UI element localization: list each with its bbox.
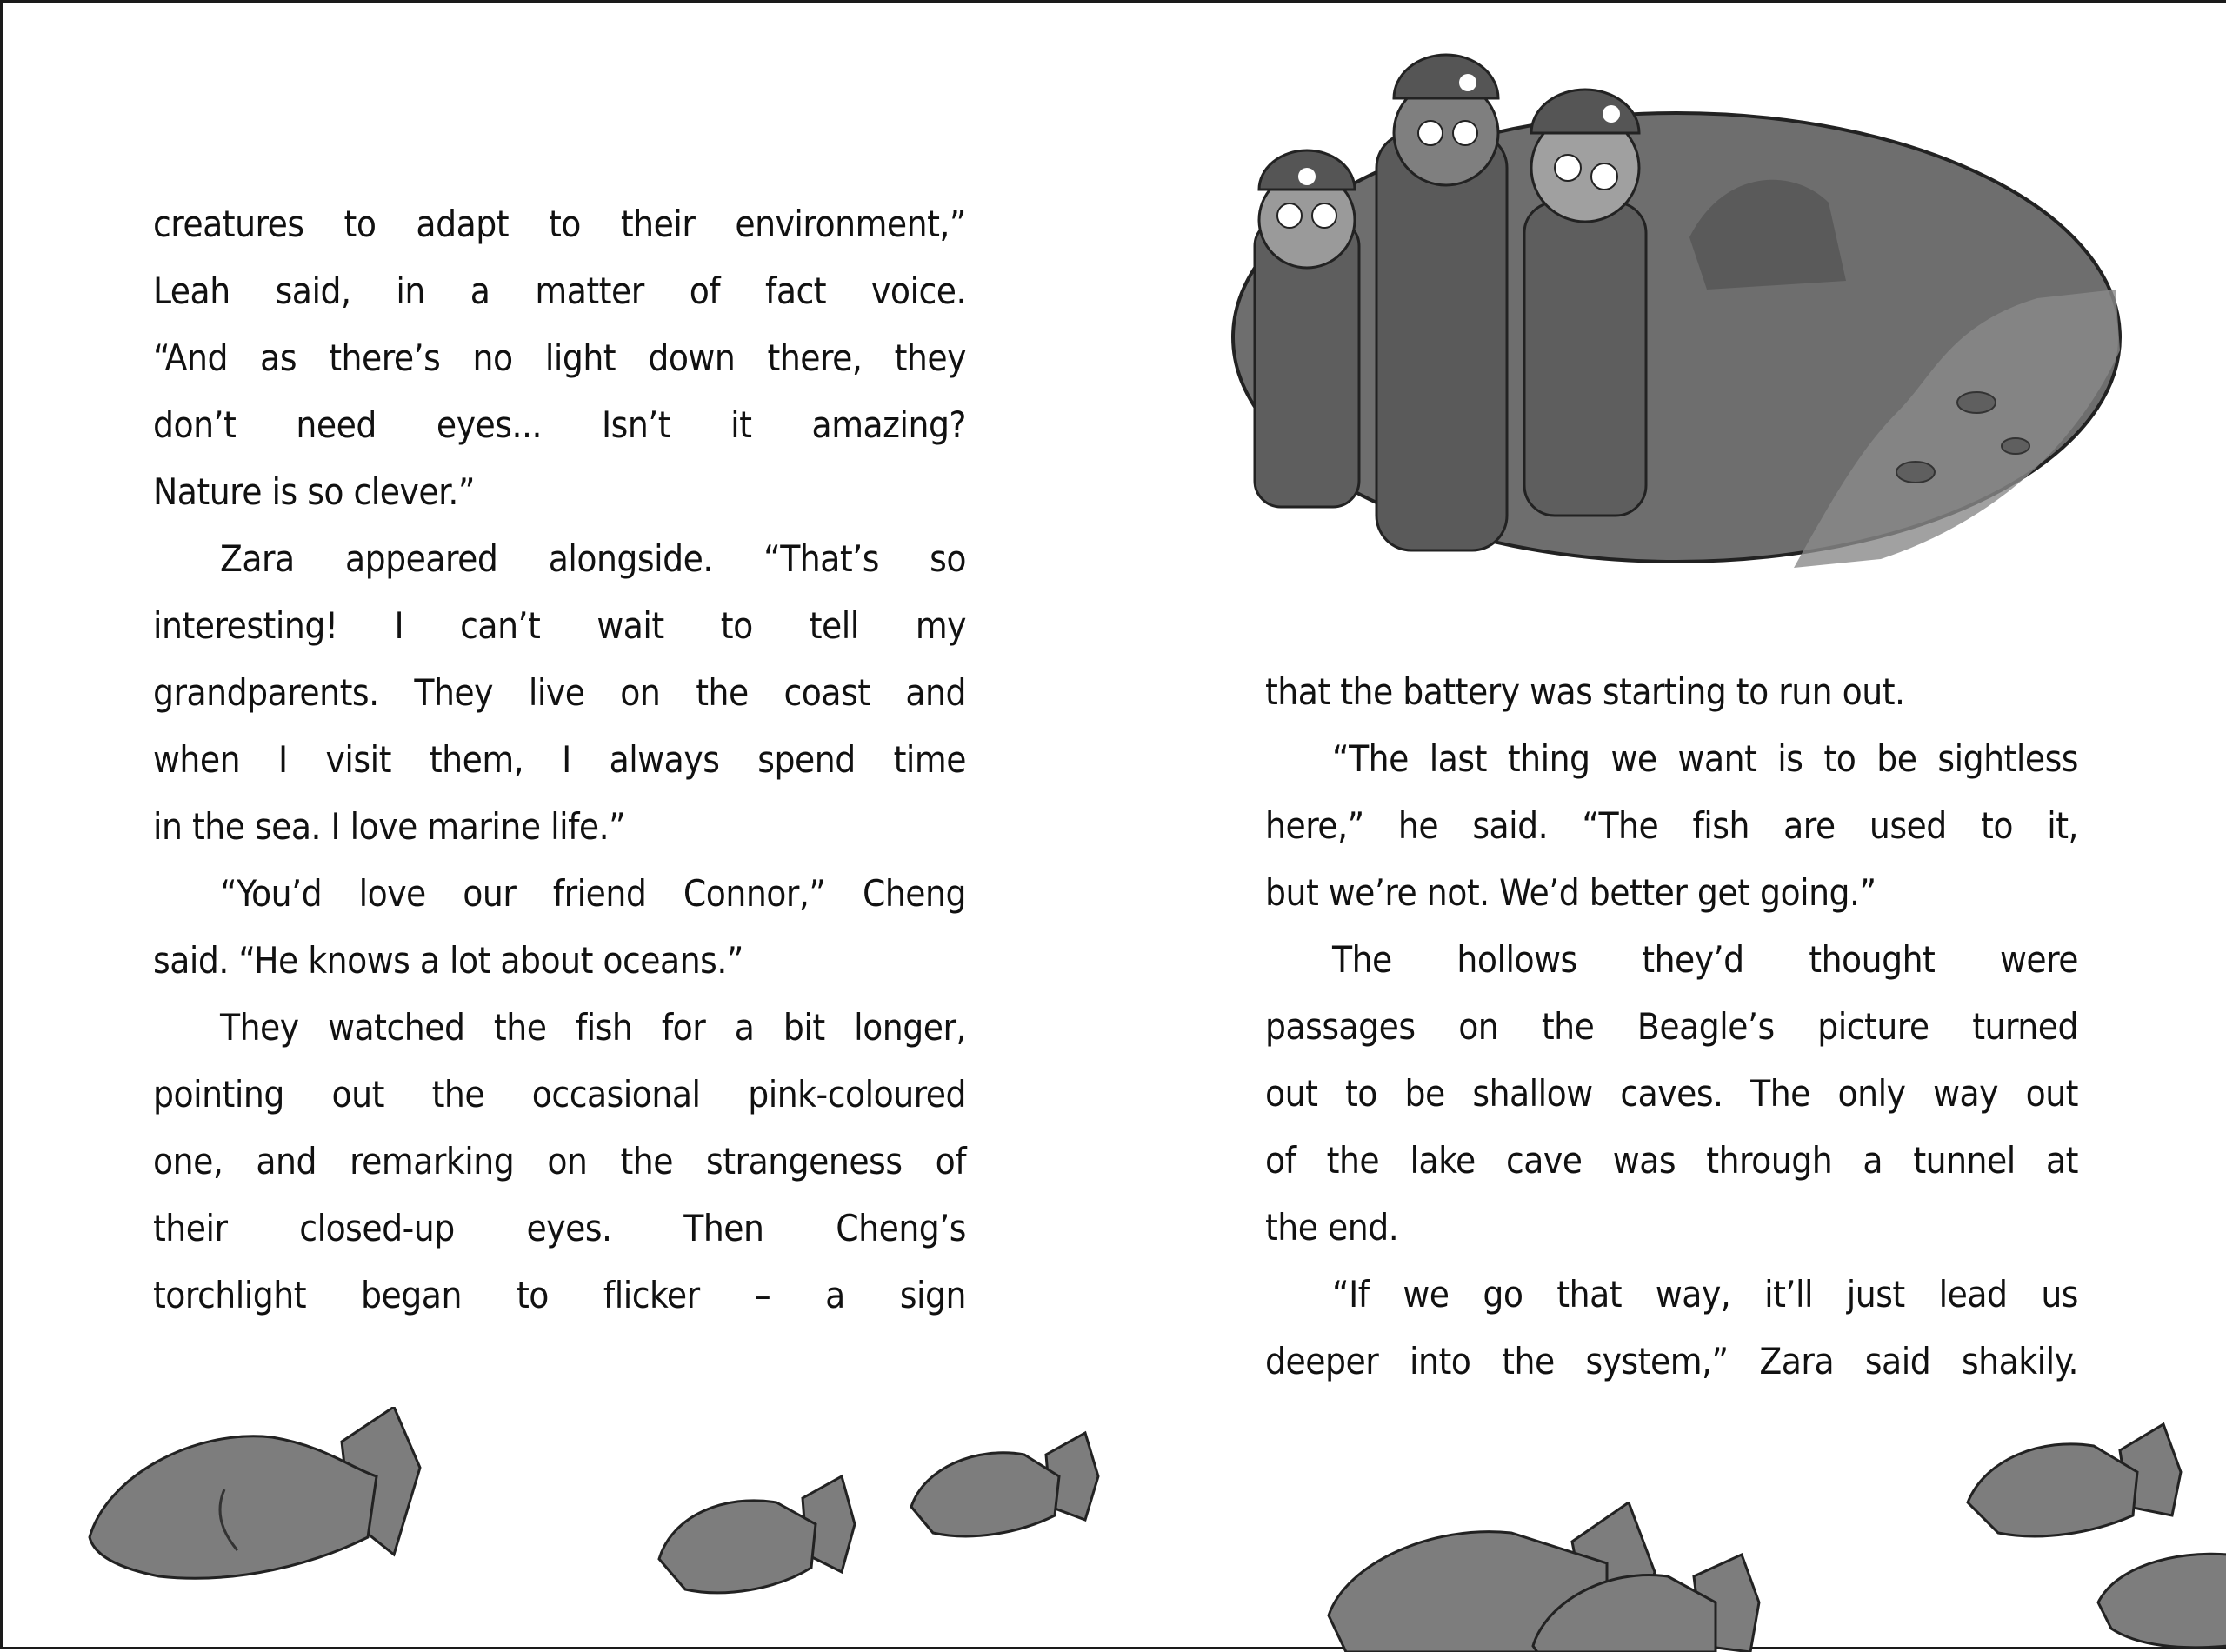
left-page-text [153, 190, 966, 1329]
text-line: when I visit them, I always spend time [153, 738, 966, 781]
text-line: passages on the Beagle’s picture turned [1265, 1005, 2078, 1048]
fish-icon [2094, 1533, 2226, 1652]
text-line: pointing out the occasional pink-coloured [153, 1073, 966, 1116]
fish-icon [1529, 1550, 1772, 1652]
fish-icon [1963, 1420, 2189, 1550]
text-line: deeper into the system,” Zara said shakily. [1265, 1340, 2078, 1382]
right-page-text [1265, 658, 2078, 1395]
text-line: “And as there’s no light down there, they [153, 336, 966, 379]
text-line: torchlight began to flicker – a sign [153, 1274, 966, 1316]
fish-icon [655, 1472, 863, 1602]
text-line: don’t need eyes... Isn’t it amazing? [153, 403, 966, 446]
text-line: one, and remarking on the strangeness of [153, 1140, 966, 1182]
text-line: that the battery was starting to run out. [1265, 670, 1905, 713]
text-line: of the lake cave was through a tunnel at [1265, 1139, 2078, 1182]
text-line: in the sea. I love marine life.” [153, 805, 626, 848]
cave-illustration [1203, 37, 2124, 594]
text-line: creatures to adapt to their environment,” [153, 203, 966, 245]
child-left-figure [1255, 150, 1359, 507]
text-line: said. “He knows a lot about oceans.” [153, 939, 743, 982]
text-line: “You’d love our friend Connor,” Cheng [220, 872, 966, 915]
fish-icon [907, 1429, 1107, 1550]
text-line: They watched the fish for a bit longer, [220, 1006, 966, 1049]
text-line: interesting! I can’t wait to tell my [153, 604, 966, 647]
fish-icon [81, 1407, 481, 1598]
text-line: out to be shallow caves. The only way out [1265, 1072, 2078, 1115]
text-line: but we’re not. We’d better get going.” [1265, 871, 1876, 914]
girl-right-figure [1524, 90, 1646, 516]
text-line: The hollows they’d thought were [1332, 938, 2078, 981]
text-line: the end. [1265, 1206, 1399, 1249]
text-line: “If we go that way, it’ll just lead us [1332, 1273, 2078, 1316]
text-line: Nature is so clever.” [153, 470, 475, 513]
text-line: Leah said, in a matter of fact voice. [153, 270, 966, 312]
text-line: Zara appeared alongside. “That’s so [220, 537, 966, 580]
girl-centre-figure [1376, 55, 1507, 550]
text-line: “The last thing we want is to be sightless [1332, 737, 2078, 780]
text-line: their closed-up eyes. Then Cheng’s [153, 1207, 966, 1249]
text-line: grandparents. They live on the coast and [153, 671, 966, 714]
text-line: here,” he said. “The fish are used to it, [1265, 804, 2078, 847]
